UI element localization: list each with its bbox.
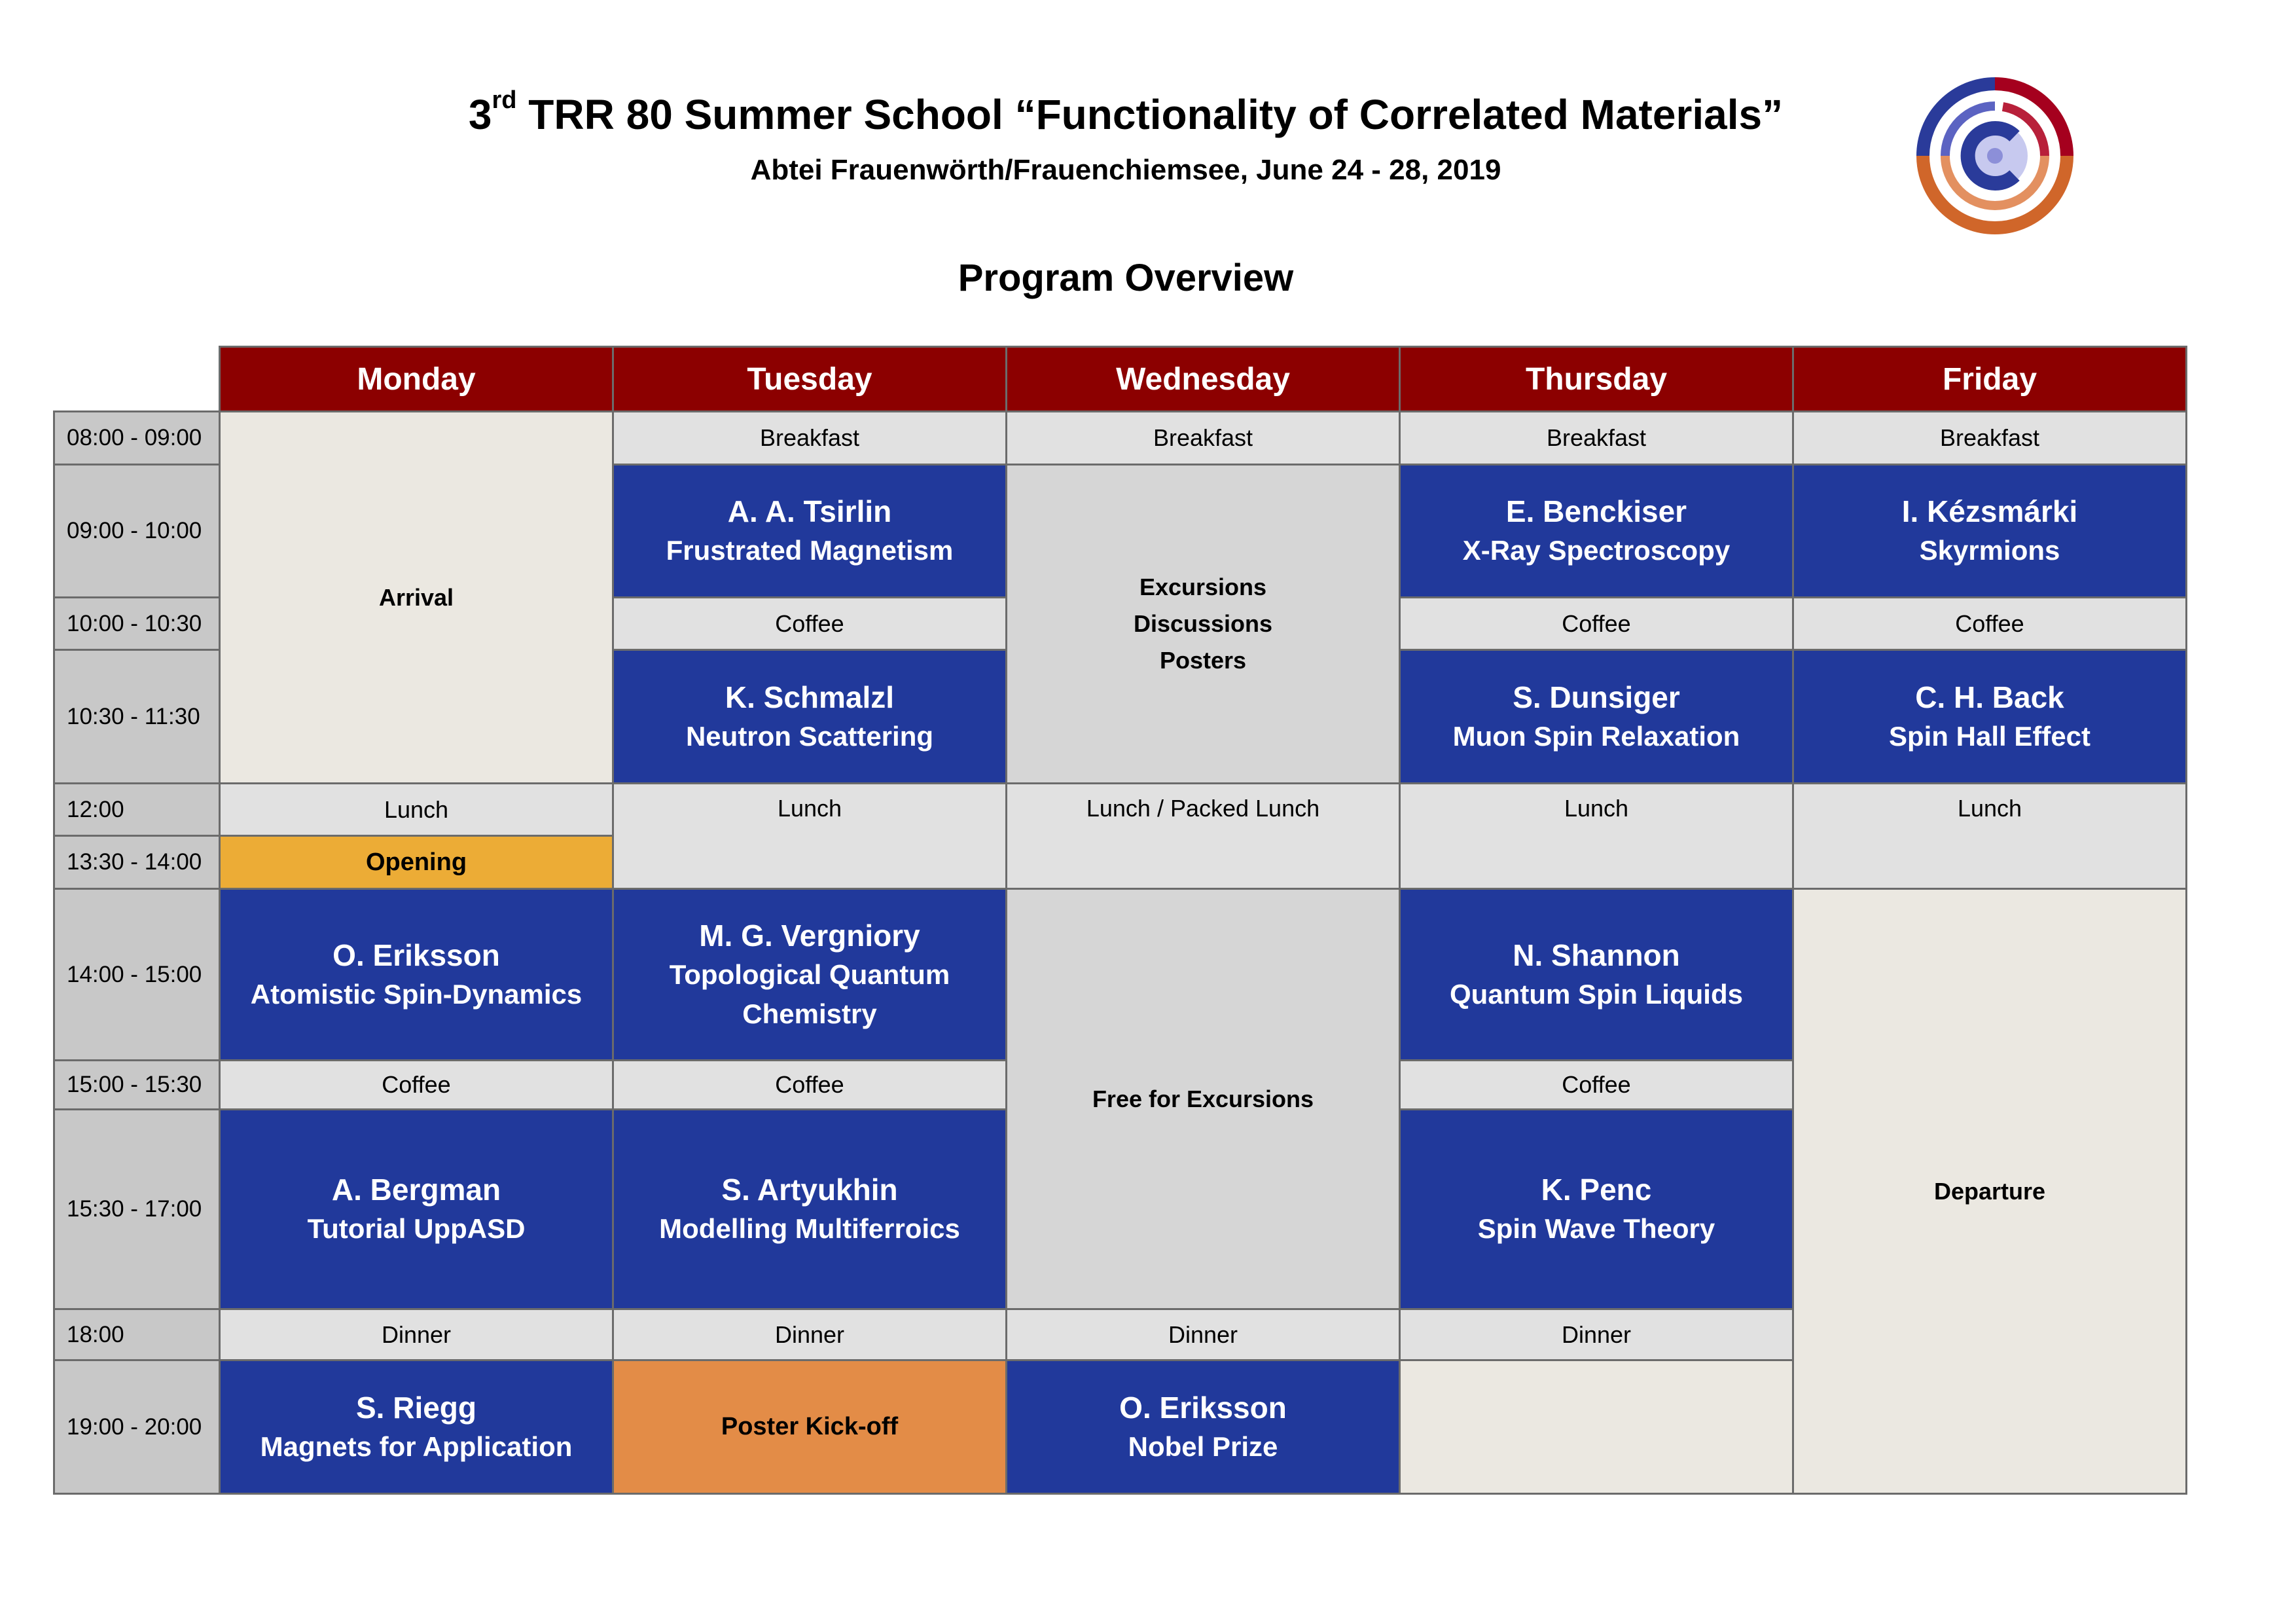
breakfast-cell: Breakfast (1792, 410, 2187, 465)
talk-cell (1399, 1108, 1794, 1310)
talk-cell (1399, 464, 1794, 598)
speaker-name: E. Benckiser (1505, 494, 1687, 528)
lunch-cell: Lunch (612, 782, 1007, 890)
empty-cell (1399, 1359, 1794, 1495)
speaker-name: A. Bergman (331, 1173, 501, 1207)
time-slot: 09:00 - 10:00 (53, 464, 221, 598)
breakfast-cell: Breakfast (1399, 410, 1794, 465)
coffee-cell: Coffee (219, 1059, 614, 1110)
dinner-cell: Dinner (1005, 1308, 1401, 1361)
lunch-cell: Lunch (219, 782, 614, 837)
page-subtitle: Abtei Frauenwörth/Frauenchiemsee, June 24 - 28, 2019 (750, 154, 1501, 186)
talk-topic: Spin Wave Theory (1477, 1213, 1715, 1244)
free-excursions-block: Free for Excursions (1005, 888, 1401, 1310)
time-slot: 14:00 - 15:00 (53, 888, 221, 1061)
lunch-cell: Lunch (1399, 782, 1794, 890)
time-slot: 08:00 - 09:00 (53, 410, 221, 465)
time-slot: 15:00 - 15:30 (53, 1059, 221, 1110)
dinner-cell: Dinner (1399, 1308, 1794, 1361)
talk-cell (612, 888, 1007, 1061)
coffee-cell: Coffee (1792, 596, 2187, 651)
opening-session: Opening (219, 835, 614, 890)
talk-topic: X-Ray Spectroscopy (1462, 535, 1731, 566)
excursions-block (1005, 464, 1401, 784)
departure-block: Departure (1792, 888, 2187, 1495)
talk-topic: Tutorial UppASD (307, 1213, 526, 1244)
activity-label: Posters (1159, 647, 1247, 674)
time-slot: 13:30 - 14:00 (53, 835, 221, 890)
section-heading: Program Overview (958, 257, 1294, 299)
speaker-name: O. Eriksson (1119, 1390, 1287, 1425)
coffee-cell: Coffee (1399, 596, 1794, 651)
time-slot: 10:30 - 11:30 (53, 649, 221, 784)
time-slot: 10:00 - 10:30 (53, 596, 221, 651)
activity-label: Excursions (1139, 574, 1267, 600)
arrival-block: Arrival (219, 410, 614, 784)
day-header-wednesday: Wednesday (1005, 346, 1401, 412)
day-header-monday: Monday (219, 346, 614, 412)
speaker-name: S. Dunsiger (1513, 680, 1680, 714)
speaker-name: O. Eriksson (332, 938, 500, 972)
talk-cell (1005, 1359, 1401, 1495)
talk-topic: Atomistic Spin-Dynamics (250, 978, 583, 1010)
speaker-name: K. Schmalzl (725, 680, 895, 714)
talk-cell (219, 888, 614, 1061)
talk-cell (612, 1108, 1007, 1310)
poster-kickoff: Poster Kick-off (612, 1359, 1007, 1495)
speaker-name: A. A. Tsirlin (727, 494, 892, 528)
talk-topic: Spin Hall Effect (1888, 720, 2091, 752)
trr80-logo (1911, 72, 2079, 240)
talk-cell (219, 1108, 614, 1310)
day-header-friday: Friday (1792, 346, 2187, 412)
coffee-cell: Coffee (612, 1059, 1007, 1110)
coffee-cell: Coffee (1399, 1059, 1794, 1110)
talk-cell (219, 1359, 614, 1495)
talk-cell (1792, 649, 2187, 784)
time-slot: 19:00 - 20:00 (53, 1359, 221, 1495)
speaker-name: S. Artyukhin (721, 1173, 898, 1207)
time-slot: 12:00 (53, 782, 221, 837)
speaker-name: M. G. Vergniory (699, 918, 920, 953)
speaker-name: N. Shannon (1513, 938, 1680, 972)
talk-topic: Muon Spin Relaxation (1452, 720, 1740, 752)
page-title: 3rd TRR 80 Summer School “Functionality of Correlated Materials” (468, 86, 1784, 138)
talk-cell (612, 464, 1007, 598)
talk-topic: Nobel Prize (1128, 1431, 1278, 1462)
activity-label: Discussions (1133, 610, 1273, 637)
talk-cell (1792, 464, 2187, 598)
speaker-name: C. H. Back (1915, 680, 2064, 714)
talk-topic: Chemistry (742, 998, 877, 1029)
day-header-thursday: Thursday (1399, 346, 1794, 412)
time-slot: 15:30 - 17:00 (53, 1108, 221, 1310)
talk-topic: Modelling Multiferroics (659, 1213, 960, 1244)
lunch-cell: Lunch / Packed Lunch (1005, 782, 1401, 890)
dinner-cell: Dinner (219, 1308, 614, 1361)
time-slot: 18:00 (53, 1308, 221, 1361)
talk-cell (1399, 649, 1794, 784)
talk-cell (612, 649, 1007, 784)
day-header-tuesday: Tuesday (612, 346, 1007, 412)
speaker-name: S. Riegg (355, 1390, 477, 1425)
talk-cell (1399, 888, 1794, 1061)
speaker-name: I. Kézsmárki (1901, 494, 2078, 528)
breakfast-cell: Breakfast (1005, 410, 1401, 465)
talk-topic: Topological Quantum (669, 958, 950, 990)
talk-topic: Frustrated Magnetism (666, 535, 954, 566)
breakfast-cell: Breakfast (612, 410, 1007, 465)
coffee-cell: Coffee (612, 596, 1007, 651)
dinner-cell: Dinner (612, 1308, 1007, 1361)
talk-topic: Magnets for Application (260, 1431, 573, 1462)
speaker-name: K. Penc (1541, 1173, 1652, 1207)
talk-topic: Skyrmions (1919, 535, 2060, 566)
talk-topic: Neutron Scattering (685, 720, 934, 752)
talk-topic: Quantum Spin Liquids (1450, 978, 1743, 1010)
lunch-cell: Lunch (1792, 782, 2187, 890)
